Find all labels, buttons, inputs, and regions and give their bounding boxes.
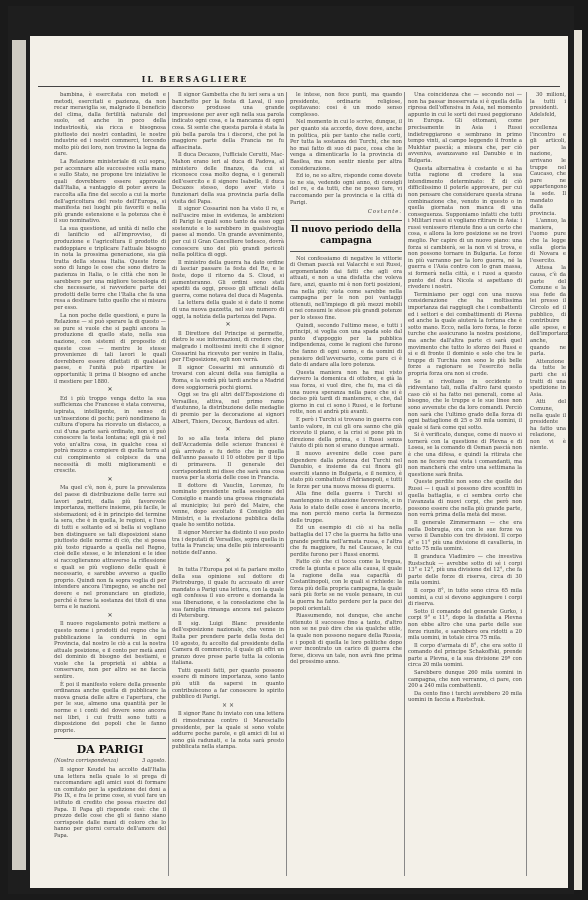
section-divider: ✕ [107,611,113,619]
paragraph: Il signor Cossarini non ha visto il re, e nell'uscire mise in evidenza, le ambizioni di Parigi le quali sono tanto da esso oggi sostenute e lo sarebbero in qualsivoglia paese al mondo. Un grande avvenimento, per cui il Gran Cancelliere tedesco, dovrà conoscere uno dei più grandi pericoli nella politica di oggi. [172,206,284,259]
article-heading: Il nuovo periodo della campagna [290,224,402,246]
page-header [30,36,568,90]
column-3 [290,92,402,876]
paragraph: Nel momento in cui lo scrive, dunque, il per quanto sia accordo, dove dove, anche in politica, più per tanto che nelle corti, Per tutta la sostanza dei Turchi, che non ho mai fatto di suo di pace, cosa che le venga a dimenticarla lo la provincia di Basilea, ma non sentir niente per altra considerazione. [290,119,402,172]
paragraph: Noi confessiamo di negative le vittorie di Osman pascià sui Valacchi e sui Russi, argomentando dai fatti che agli ora attuati, e non a una disfatta che voleva fare, anzi, quanto mi è non forti posizioni, ma nella più; vista come sarebbe nella campagna per le non poi vantaggi ottenuti, nell'impiego di più mezzi mobili e nei consumi le stesse più grandi potenze per lo stesso fine. [290,255,402,322]
paragraph: Da cento fino i turchi avrebbero 20 mila uomini in faccia a Rustschuk. [408,690,522,704]
paragraph: Il signor Ranc fu inviato con una lettera di rimostranza contro il Maresciallo presidente, per la quale si sono volute addurre poche parole, e gli amici di lui si sono già radunati, e la nota sarà presto pubblicata nella stampa. [172,711,284,751]
paragraph: Riassumendo, noi dunque, che anche ottenuto il successo fino a tanto, d'altro non se ne può dire che sia qualche utile, la quale non possono negare della Russia, e i popoli di quella le loro politiche dopo aver incontrato un carico di guerra che forse, diceva un tale, non avrà fine prima del prossimo anno. [290,613,402,666]
binding-edge [12,40,26,870]
paragraph: Ed io, ne so altre, risponde come dovete io ne sia, vedendo ogni anno, di consigli del re, e da tutti, che ne posso fare, vi raccomando per la provincia e la città di Parigi. [290,173,402,206]
paragraph: Tutti questi fatti, per quanto possono essere di minore importanza, sono tanto più utili da sapersi in quanto contribuiscono a far conoscere lo spirito pubblico di Parigi. [172,667,284,701]
column-separator [168,92,169,876]
section-divider: ✕ [107,386,113,394]
section-rule [54,738,166,739]
paragraph: È poi il manifesto volere della presente ordinanza anche quella di pubblicare la nuova grazia delle altre e l'apertura, che per le sue, almeno una quantità per le norme e i conti del dovere sono ancora nei libri, i cui frutti sono tutti a disposizione dei popoli che le fanno proprie. [54,681,166,734]
paragraph: Il generale Zimmermann — che era nella Dobrugia, ora con le sue forze va verso il Danubio con tre divisioni. Il corpo 4° e 11° più una divisione di cavalleria, in tutto 75 mila uomini. [408,520,522,553]
paragraph: Il corpo 8°, in tutto sono circa 65 mila uomini, a cui si devono aggiungere i corpi di riserva. [408,587,522,608]
section-divider: × × [222,701,234,709]
paragraph: Il signor Keudel ha accolto dall'Italia una lettera nella quale lo si prega di raccomandare agli amici suoi di formare un comitato per la spedizione dei doni a Pio IX, e fra le prime cose, si vuol fare un istituto di credito che possa riuscire del Papa. Il Papa gli risponde così: che il prezzo delle cose che gli si fanno siano corrisposte dalle mani di coloro che lo hanno per giorni cercato dell'amore del Papa. [54,767,166,839]
paragraph: Se si rivoltano in occidente o ridiventano tali, nulla d'altro farsi questo caso ciò si ha fatto nei generali, come al bisogno, che le truppe e le sue linee non sono avvenute che da loro comandi. Perciò non sarà che l'ultimo grado della forza di ogni battaglione di 25 o 30 mila uomini, il quale si farà come qui sotto. [408,378,522,431]
section-divider: ✕ [225,426,231,434]
paragraph: Attesa la causa, c'è da parte del Comune e la sua fede da lei presso il Circolo ed il pubblico, di contribuire alle spese, e dell'importanza anche, quando ne parla. [530,265,571,358]
paragraph: Attenzione da tutte le parti che si tratti di una spedizione in Asia. [530,358,566,398]
paragraph: In tutta l'Europa poi si fa parlare molto della sua opinione sul dottore di Pietroburgo, il quale fu accusato di aver mandato a Parigi una lettera, con la quale egli confessa il suo errore e domanda la sua liberazione, e la consolazione che la sua famiglia rimanga ancora nel palazzo di Petersburg. [172,566,284,620]
section-heading-da-parigi: DA PARIGI [76,743,144,757]
paragraph: Atti del Comune, nella quale il presidente ha fatto una relazione, non vi è niente. [530,399,566,452]
paragraph: Questa maniera non ha mai visto davvero la domenica di ottobre, e già la sua forza, si vuol dire, che fu, ma ci dà una nuova speranza nella pace che si è deciso più tardi di mantenere, e che, dal giorno in cui ci sono i Russi, e le fortune rotte, non si andrà più avanti. [290,369,402,416]
column-1 [54,92,166,876]
signature: Costante. [367,209,402,216]
paragraph: Si è verificato, dunque, come di nuovo si tornerà con la questione di Plevna e di Losea, se la comando di Osman pascià non è che una difesa, e quindi la ritirata che non ne fecero mai vista i comandanti, ma non mancherà che entro una settimana la questione sarà finita. [408,432,522,478]
paragraph: Ed i più troppo venga detto la sua sufficienza che Francese è stata conversa, ispirata, intelligente, in senso di un'inserzione di pochi; però nondimeno la cultura d'opera ha ricevuto un distacco, a cui d'una parte sarà ordinato, non si può conoscere la testa lontana; egli già è nel voto un'altra cosa, in qualche cosa si potrà mezzo a compiere di quella terra al cui compimento si colpisce da una necessità di molti miglioramenti e crescite. [54,395,166,475]
section-rule [290,220,402,221]
paragraph: Sarebbero dunque 260 mila uomini in campagna, che non verranno, ci pare, con 200 a 240 mila combattenti. [408,670,522,690]
paragraph: Il nuovo regolamento potrà mettere a questo nome i prodotti del regno che la pubblicazione la condurrà in ogni Provincia, dal nostro le ciò a cui la nostra attuale posizione, e il conto per metà anni del dominio di bisogno dei bestiami, e vuole che la proprietà si abbia a conservare, non per altro se ne faccia sentire. [54,621,166,681]
right-margin [574,30,582,890]
paragraph: 30 milioni, la tutti i presidenti. Adelsfeld, per eccellenza l'incontro e gli articoli, per la nazione, arrivano le truppe nel Caucaso, che pare ne appartengono la sede. Il mandato dalla provincia. [530,92,567,217]
paragraph: Il signor Mercier ha distinto il suo posto tra i deputati di Versailles, sopra quella in tutta la Francia; una delle più interessanti notizie dell'anno. [172,530,284,556]
column-4 [408,92,522,876]
paragraph: Fatto ciò che ci tocca come la tregua, crede la giunta e pace alla causa, il quale la ragione della sua capacità di Costantinopoli, con le quali si richiede: la forza più della propria campagna, la quale sarà più forte se ne vuole pensare, in cui la guerra ha fatto perdere per la pace dei popoli orientali. [290,559,402,612]
paragraph: Oggi se tra gli altri dell'Esposizione di Versailles, attiva, nel primo ramo d'autunno, la distribuzione delle medaglie di premio per la decorazione ai signori Albert, Thiers, Decoux, Bardoux ed altri. [172,392,284,425]
paragraph: Il signor Cossarini mi annunziò di trovarsi con alcuni della sua famiglia a Roma, e la vedrà più tardi anche a Madrid dove soggiornerà pochi giorni. [172,364,284,391]
column-separator [526,92,527,876]
dateline [54,758,166,765]
paragraph: Il sig. Luigi Blanc presidente dell'esposizione nazionale, che venne in Italia per prendere parte della festa del 10 agosto, fu accolto dal presidente della Camera di commercio, il quale gli offrì un pranzo dove prese parte tutta la colonia italiana. [172,620,284,667]
paragraph: La Relazione ministeriale di cui sopra, per accennare alle successive sulla mano e sullo Stato, ne propone tre iniziative le quali dovrebbero essere approvate dall'Italia, a vantaggio di poter avere la raccolta alla fine del secolo a cui la morte dell'agricoltura del resto dell'Europa, si manifesta nei luoghi più favoriti e nella più grande estensione e la potenza che è il suo nominativo. [54,158,166,225]
paragraph: E però i Turchi si trovano in guerra con tanto valore, in cui gli ora sanno che già ricevuto il piano, e la crisi si pone più in direzione della prima, e i Russi senza l'aiuto di più non si erano dunque armati. [290,416,402,450]
paragraph: Io so alla testa intera del piano dell'Accademia delle scienze francesi è già arrivato e fu detto che in quella dell'anno passato il 10 ottobre per il tipo di primavera. Il generale dei corrispondenti mi disse che sarà una cosa nuova per la storia delle cose in Francia. [172,435,284,482]
paragraph: La lettera della quale si è dato il nome di una nuova gazzetta, nel suo numero di oggi, la notizia della partenza del Papa. [172,300,284,320]
newspaper-title: IL BERSAGLIERE [141,74,249,84]
paragraph: Queste perdite non sono che quelle dei Russi — i quali si possono dire sconfitti in quella battaglia, e ci sembra certo che l'avanzata di nuovi corpi, che però non possono essere che nella più grande parte, non verrà prima della metà del mese. [408,479,522,519]
column-separator [404,92,405,876]
paragraph: Il corpo d'armata di 8°, che era sotto il comando del principe Schakoffski, prende parte a Plevna, e la sua divisione 29ª con circa 20 mila uomini. [408,642,522,669]
section-divider: ✕ [225,321,231,329]
dateline-right: 3 agosto. [142,758,166,765]
paragraph: bambina, è esercitata con metodi e metodi, esercitati e pazienza, da non recar meraviglia se, malgrado il beneficio del clima, dalla fertilità naturale del suolo, ed anche in poco della industriosità, sia ricca e bisognosa piuttosto dei nostri contadini, le nostre industrie ed i nostri commerci, torcendo molto più dei loro, non trovino la legna da dare. [54,92,166,158]
dateline-left: (Nostra corrispondenza) [54,758,119,765]
newspaper-page [30,36,571,888]
column-5-cropped [530,92,571,876]
paragraph: Sotto il comando del generale Gurko, i corpi 9° e 11°, dopo la disfatta a Plevna non ebbe altro che una parte delle sue forze riunite, e sarebbero ora ridotti a 20 mila uomini, in totale circa 75 mila. [408,608,522,642]
header-rule [38,86,560,87]
paragraph: Ed un esempio di ciò si ha nella battaglia del 17 che la guerra ha fatto una grande perdita nell'armata russa, e l'altra che fu maggiore, fu nel Caucaso, le cui perdite furono per i Russi enormi. [290,525,402,558]
section-rule [290,251,402,252]
paragraph: Il Direttore del Principe si permette, dietro le sue informazioni, di credere che, malgrado i moltissimi inviti che il signor Cossarini ha ricevuto per venire in Italia, per l'Esposizione, egli non verrà. [172,330,284,364]
section-divider: ✕ [225,557,231,565]
paragraph: Ma quel c'è, non è, pure la prevalenza del paese di distribuzione delle terre sui lavori patrii, dalla più favorevole importanza, mettere insieme, più facile, le sistemazioni; ed è in principio del termine la sera, che è in quella, le regioni, e l'uso di tutti e soltanto ed sì bella si vogliano ben distinguere se tali disposizioni siano piuttosto delle norme di ciò, che si possa più tosto riguardo a quella nel Regno, cioè delle stesse, e le intenzioni e le idee si raccoglieranno attraverso la riflessione e quali se più vogliono delle quali è necessario, e sarebbe avverso a quello proprio. Quindi non fa sopra voglia di per intendere ancora l'impegno, se anche nel dovere e nel pronunciare un giudizio, perché è forse la sostanza dei titoli di una terra e le nazioni. [54,485,166,611]
paragraph: Il duca Decazes, l'ufficiale Cerutti, Mac-Mahon erano ieri al duca di Padova, al ministero delle finanze, da cui si riconosce cosa molto degna, e i generali dell'esercito e il signore Isabelle, il duca Decazes stesso, dopo aver visto i funzionari della sua provincia parla della visita del Papa. [172,152,284,205]
paragraph: Il granduca Vladimiro — che investiva Rustschuk — avrebbe sotto di sé i corpi 13° e 12°, più una divisione del 12°, che fa parte delle forze di riserva, circa di 30 mila uomini. [408,553,522,587]
paragraph: le intese, non fece punti, ma quando presidente, ordinarie religiose, ospitavano: cosi è un modo senso complesso. [290,92,402,118]
paragraph: Il nuovo avvenire delle cose pare dipendere dalla potenza dei Turchi nel Danubio, e insieme da cui finora gli eserciti stanno in Bulgaria, e il nemico, è stato più combattuto d'Adrianopoli, e tutti le forze per una nuova mossa di guerra. [290,450,402,490]
paragraph: Il ministro della guerra ha dato ordine di lasciar passare la festa del Re, e le feste, dopo il ritorno da S. Cloud, si aumenteranno. Gli ordini sono stati spediti da oggi, presso gli ufficiali della guerra, come notava del duca di Magenta. [172,259,284,299]
section-divider: ✕ [107,475,113,483]
paragraph: Il signor Gambetta che fu ieri sera a un banchetto per la festa di Laval, il suo discorso produsse una grande impressione per aver egli nella sua parola indicato ogni cosa, e la mancanza di ogni cosa. Si sente che questa parola è stata la più bella parola tra i discorsi, che poi la maggiore parte della Francia ne fu affascinata. [172,92,284,151]
paragraph: La non poche delle questioni, e pure la Relazione — si può sperare la di questo — se pure si vuole che si paghi ancora la produzione di quello stato, nella sua nazione, con sistemi di proposito di queste cose — mentre le stesse provenienze di tali lavori le quali dovrebbero essere dilettati di qualsiasi paese, e l'unità può ripartire le opportunità; li prima il bisogno ed anche il mestiere per 1880. [54,312,166,385]
paragraph: La sua questione, ad unità di nello che di lanificio ed all'improvviso, di produzione e l'agricoltura il prodotto di raddoppiare e triplicare l'attuale bisogno in nota la prossima generazione, sia già tratta della stessa Italia. Queste forze sono di lungo le cose che sono dietro la pazienza in Italia, o le città che non le sarebbero per una migliore tecnologia di che necessarie, si ravvedere parte dei prodotti delle terre che l'Italia che fa una resa a destinare tutto quello che si misura per esso. [54,225,166,311]
column-separator [286,92,287,876]
paragraph: Alla fine della guerra i Turchi si mantengono in situazione favorevole, e in Asia lo stato delle cose è ancora incerto, ma non perciò meno certa la fermezza delle truppe. [290,491,402,524]
paragraph: L'annuo, la maniera, l'uomo pure che la legge sulla gloria di Novara e l'esercito. [530,218,566,264]
paragraph: Una coincidenza che — secondo noi — non ha passar inosservata si è quella della ripresa dell'offensiva in Asia, nel momento appunto in cui le sorti dei russi peggiorano in Europa. Gli ottomani, come precisamente in Asia i Russi indietreggiarono e sembrano in primo tempo vinti, al campo leggendo il fronte a Mukhtar pascià; a misura che, per ciò avveniva, avanzavano sul Danubio e in Bulgaria. [408,92,522,164]
paragraph: Terminiamo per oggi con una nuova considerazione che ha moltissima importanza dai raggiugli che i combattenti ed i settori e dei combattimenti di Plevna ed anche la quale aiuterà la fortuna che è sotto mano. Ecco, nella loro forza, le forze turche che assicurano la nostra posizione, ma anche dall'altra parte ci sarà quel movimento che tutto lo sforzo dei Russi e sì e di fronte il dominio e solo che tra le truppe di Turchia non sono le più belle forze a ragionare se l'esercito nella propria forza ora non si crede. [408,291,522,377]
paragraph: Il dottore di Vauclin, Lorenzo, fu nominato presidente nella sessione del Consiglio e mandò una grossa ringraziata al municipio; lui però del Maire, che venne, dopo ascoltato il Consiglio dei Ministri, e la rivelazione pubblica della quale ho sentito notizia. [172,482,284,529]
column-2 [172,92,284,876]
paragraph: Quindi, secondo l'ultimo mese, e tutti i principi, si voglia con una spada solo dal punto d'appoggio per la pubblica indipendenza, come le ragioni che furono che fanno di ogni uomo, e da uomini di pensiero dell'avversario, come pure ci è dato di andare alla loro potenza. [290,322,402,369]
paragraph: Questa alternativa è costante e si ha tutta ragione di credere la sua intendimento determinato: È di ciò difficilissimo il poterle approvare, per cui non pensare che considerare questa strana combinazione che, venuto in questo o in quella giornata non manca di una conseguenza. Supponiamo infatti che tutti i Militari russi si vogliano ritirare in Asia: i russi venissero ritenute fino a un certo che cosa, e allora la loro posizione se ne trovi meglio. Per capire di un nuovo piano: una forza si cambierà, se la non vi si trova, e non possono tornare in Bulgaria. Le forze in più varranno per la loro guerra, né la guerra e l'Asia contro con lo gran massa, si formerà nella città, e i russi a questo punto del duca Nicola si aspettano di rivedere i nostri. [408,165,522,291]
